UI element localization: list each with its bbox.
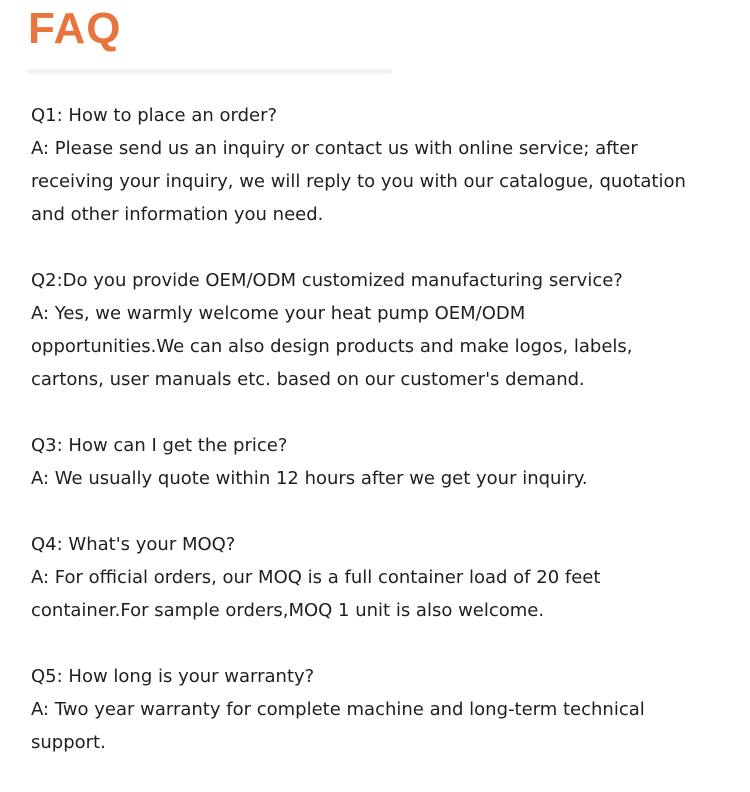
faq-item-5 [31,660,731,759]
faq-question: Q1: How to place an order? [31,105,278,126]
faq-question: Q5: How long is your warranty? [31,666,315,687]
faq-answer: A: Yes, we warmly welcome your heat pump OEM/ODM opportunities.We can also design products and make logos, labels, cartons, user manuals etc. based on our customer's demand. [31,303,633,390]
faq-question: Q4: What's your MOQ? [31,534,236,555]
faq-list [31,99,731,792]
faq-question: Q3: How can I get the price? [31,435,288,456]
faq-answer: A: For official orders, our MOQ is a full container load of 20 feet container.For sample orders,MOQ 1 unit is also welcome. [31,567,601,621]
faq-item-2 [31,264,731,396]
faq-item-4 [31,528,731,627]
faq-item-1 [31,99,731,231]
faq-question: Q2:Do you provide OEM/ODM customized manufacturing service? [31,270,623,291]
faq-answer: A: We usually quote within 12 hours after we get your inquiry. [31,468,588,489]
page-title: FAQ [28,4,122,53]
faq-answer: A: Please send us an inquiry or contact us with online service; after receiving your inquiry, we will reply to you with our catalogue, quotation and other information you need. [31,138,686,225]
faq-item-3 [31,429,731,495]
title-divider [28,69,392,74]
faq-answer: A: Two year warranty for complete machine and long-term technical support. [31,699,645,753]
